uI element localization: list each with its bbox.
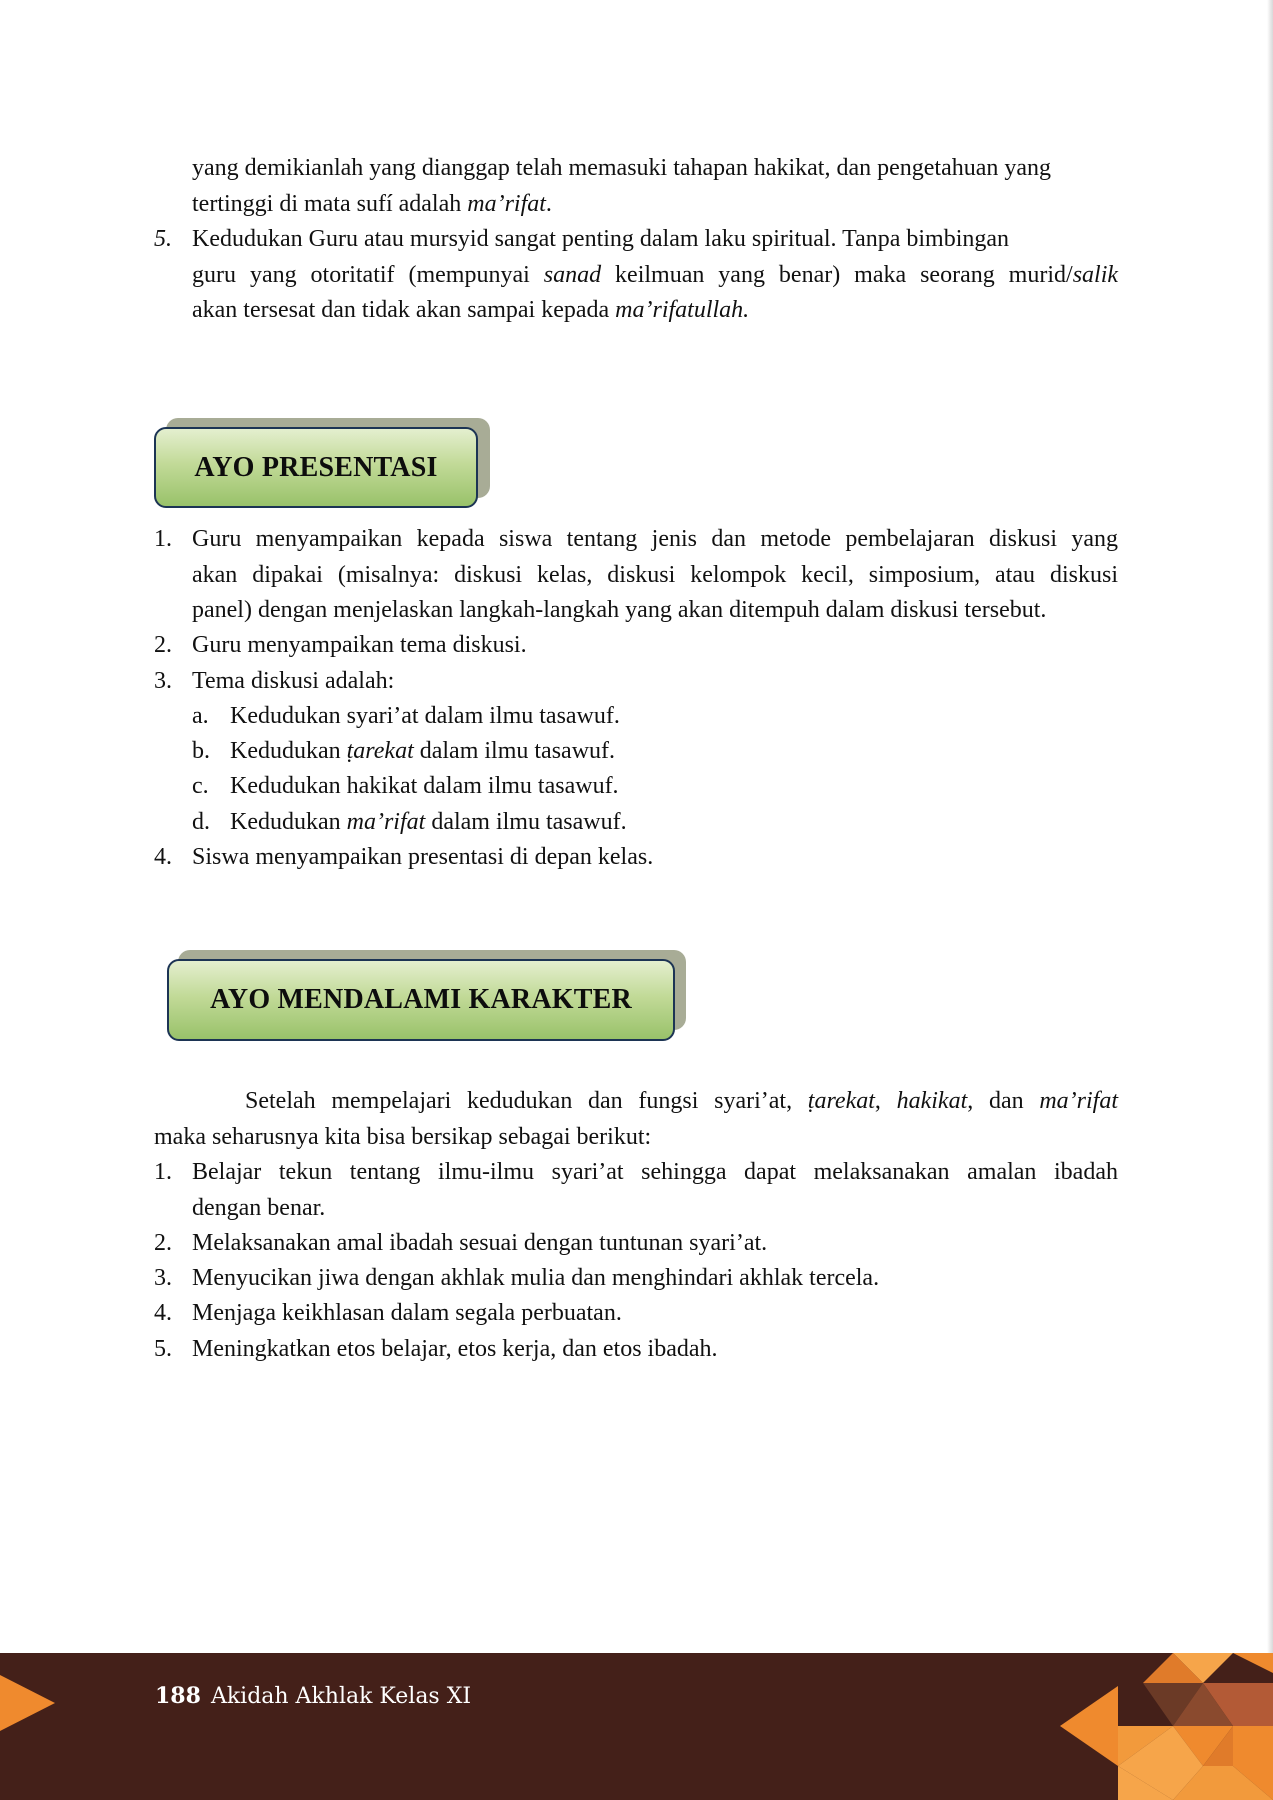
item5-line-2: guru yang otoritatif (mempunyai sanad keilmuan yang benar) maka seorang murid/salik: [192, 261, 1119, 288]
list-item-text: Melaksanakan amal ibadah sesuai dengan tuntunan syari’at.: [192, 1230, 768, 1256]
list-item-number: 1.: [154, 526, 172, 552]
list-item-line: akan dipakai (misalnya: diskusi kelas, diskusi kelompok kecil, simposium, atau diskusi: [192, 561, 1118, 588]
list-item-line: Guru menyampaikan kepada siswa tentang jenis dan metode pembelajaran diskusi yang: [192, 526, 1118, 552]
item5-line-3: akan tersesat dan tidak akan sampai kepada ma’rifatullah.: [192, 297, 750, 323]
page-edge-shadow: [1267, 0, 1273, 1653]
list-item-number: 2.: [154, 1230, 172, 1256]
footer-title: [155, 1683, 471, 1709]
intro-line-1: yang demikianlah yang dianggap telah memasuki tahapan hakikat, dan pengetahuan yang: [192, 155, 1052, 181]
sub-item-text: Kedudukan syari’at dalam ilmu tasawuf.: [230, 703, 620, 729]
page-number: 188: [155, 1683, 201, 1709]
page-footer: [0, 1653, 1273, 1800]
list-item: [154, 1296, 622, 1332]
karakter-intro-line-2: maka seharusnya kita bisa bersikap sebagai berikut:: [154, 1123, 652, 1150]
list-item-text: Siswa menyampaikan presentasi di depan kelas.: [192, 844, 654, 870]
sub-item-letter: a.: [192, 703, 209, 729]
sub-list-item: [192, 734, 615, 770]
list-item-line: panel) dengan menjelaskan langkah-langkah yang akan ditempuh dalam diskusi tersebut.: [192, 597, 1047, 623]
list-item-number: 4.: [154, 1300, 172, 1326]
list-item-line: Belajar tekun tentang ilmu-ilmu syari’at sehingga dapat melaksanakan amalan ibadah: [192, 1159, 1118, 1185]
triangle-decoration: [1060, 1686, 1118, 1766]
sub-list-item: [192, 699, 620, 735]
list-item-text: Menyucikan jiwa dengan akhlak mulia dan menghindari akhlak tercela.: [192, 1265, 880, 1291]
item5-line-1: Kedudukan Guru atau mursyid sangat penting dalam laku spiritual. Tanpa bimbingan: [192, 226, 1010, 252]
list-item: [154, 628, 527, 664]
karakter-intro-paragraph: [154, 1084, 1118, 1155]
intro-paragraph: [192, 151, 1118, 222]
list-item-number: 1.: [154, 1159, 172, 1185]
sub-item-text: Kedudukan ṭarekat dalam ilmu tasawuf.: [230, 738, 616, 764]
list-item: [154, 222, 1118, 329]
section-heading-ayo-presentasi: AYO PRESENTASI: [154, 427, 478, 508]
sub-item-letter: c.: [192, 773, 209, 799]
sub-item-text: Kedudukan hakikat dalam ilmu tasawuf.: [230, 773, 619, 799]
sub-item-text: Kedudukan ma’rifat dalam ilmu tasawuf.: [230, 809, 627, 835]
list-item: [154, 840, 653, 876]
list-item-number: 3.: [154, 1265, 172, 1291]
list-item: [154, 1226, 767, 1262]
karakter-intro-line-1: Setelah mempelajari kedudukan dan fungsi syari’at, ṭarekat, hakikat, dan ma’rifat: [245, 1088, 1119, 1114]
list-item-number: 3.: [154, 668, 172, 694]
intro-line-2: tertinggi di mata sufí adalah ma’rifat.: [192, 190, 552, 217]
list-item-number: 5.: [154, 1336, 172, 1362]
sub-list-item: [192, 769, 619, 805]
list-item-number: 5.: [154, 226, 172, 252]
list-item-text: Meningkatkan etos belajar, etos kerja, dan etos ibadah.: [192, 1336, 718, 1362]
list-item-text: Tema diskusi adalah:: [192, 668, 395, 694]
list-item-number: 4.: [154, 844, 172, 870]
list-item: [154, 664, 394, 700]
sub-list-item: [192, 805, 627, 841]
list-item: [154, 1155, 1118, 1226]
list-item-text: Menjaga keikhlasan dalam segala perbuatan.: [192, 1300, 622, 1326]
list-item: [154, 1261, 879, 1297]
section-heading-ayo-mendalami-karakter: AYO MENDALAMI KARAKTER: [167, 959, 675, 1041]
sub-item-letter: d.: [192, 809, 210, 835]
list-item-line: dengan benar.: [192, 1194, 326, 1221]
play-arrow-icon: [0, 1675, 55, 1731]
list-item: [154, 1332, 718, 1368]
list-item: [154, 522, 1118, 629]
sub-item-letter: b.: [192, 738, 210, 764]
footer-decoration: [0, 1653, 1273, 1800]
list-item-number: 2.: [154, 632, 172, 658]
list-item-text: Guru menyampaikan tema diskusi.: [192, 632, 527, 658]
book-title: Akidah Akhlak Kelas XI: [210, 1684, 472, 1709]
triangle-decoration: [1233, 1653, 1273, 1673]
